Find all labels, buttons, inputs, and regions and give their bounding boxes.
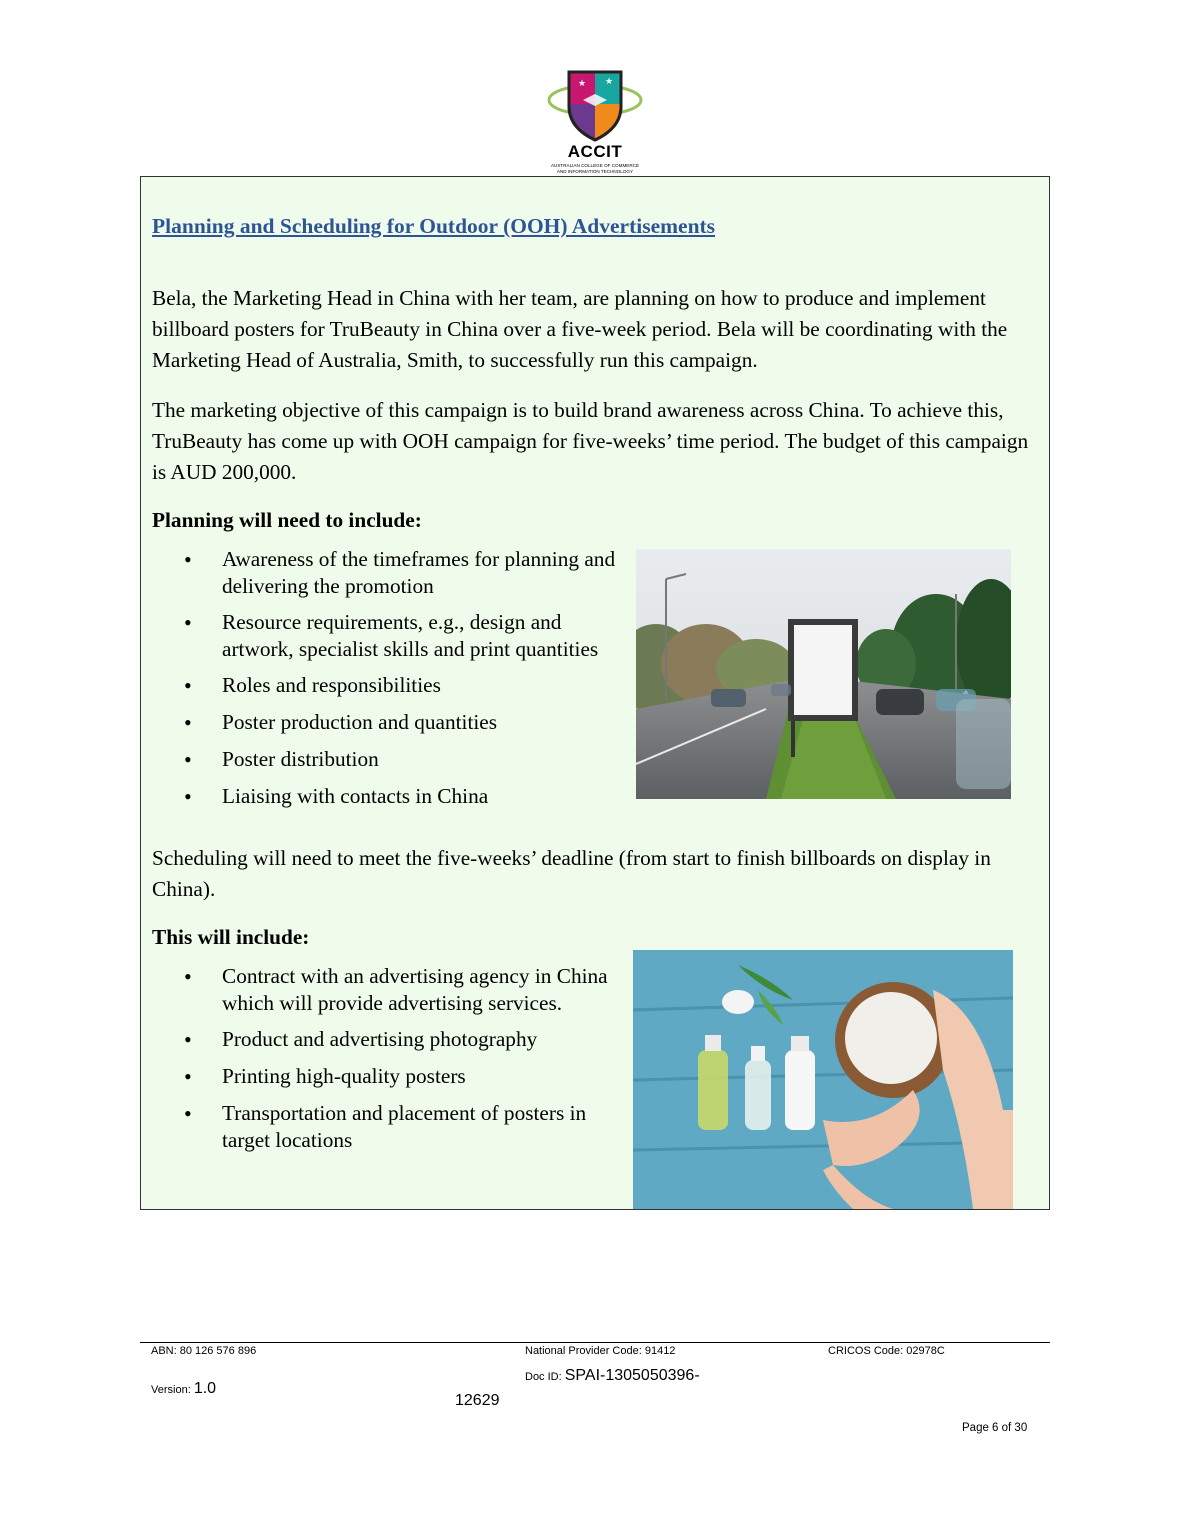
list-item: • Resource requirements, e.g., design and artwork, specialist skills and print quantities (152, 609, 632, 663)
cosmetics-bowl-photo (633, 950, 1013, 1209)
list-item: • Product and advertising photography (152, 1026, 622, 1053)
svg-text:★: ★ (605, 77, 614, 87)
include-heading: This will include: (152, 925, 310, 949)
svg-text:★: ★ (578, 79, 587, 89)
objective-paragraph: The marketing objective of this campaign is to build brand awareness across China. To achieve this, TruBeauty has come up with OOH campaign for five-weeks’ time period. The budget of this campaign is AUD 200,000. (152, 398, 1029, 484)
footer-docid-label: Doc ID: (525, 1371, 565, 1383)
intro-paragraph: Bela, the Marketing Head in China with her team, are planning on how to produce and implement billboard posters for TruBeauty in China over a five-week period. Bela will be coordinating with the Marketing Head of Australia, Smith, to successfully run this campaign. (152, 286, 1008, 372)
billboard-photo-image (636, 549, 1011, 799)
planning-list (152, 546, 632, 810)
accit-shield-icon (545, 66, 645, 144)
logo-subtitle-line2: AND INFORMATION TECHNOLOGY (556, 168, 634, 174)
footer-version-label: Version: (151, 1384, 194, 1396)
footer-page-number: Page 6 of 30 (962, 1422, 1028, 1434)
footer-docid-value: SPAI-1305050396- (564, 1367, 700, 1384)
footer-docid-cont-value: 12629 (455, 1392, 500, 1409)
content-box (140, 176, 1050, 1210)
footer-divider (140, 1342, 1050, 1343)
footer-version-value: 1.0 (193, 1380, 217, 1397)
scheduling-paragraph: Scheduling will need to meet the five-weeks’ deadline (from start to finish billboards on display in China). (152, 846, 991, 901)
logo-subtitle (545, 163, 645, 174)
planning-heading: Planning will need to include: (152, 508, 422, 532)
footer-docid-cont (455, 1392, 500, 1410)
list-item: • Transportation and placement of posters in target locations (152, 1100, 622, 1154)
list-item: • Poster production and quantities (152, 709, 632, 736)
list-item: • Poster distribution (152, 746, 632, 773)
include-list (152, 963, 622, 1154)
accit-logo (545, 66, 645, 178)
list-item: • Awareness of the timeframes for planning and delivering the promotion (152, 546, 632, 600)
list-item: • Liaising with contacts in China (152, 783, 632, 810)
list-item: • Roles and responsibilities (152, 672, 632, 699)
footer-version (151, 1380, 216, 1398)
list-item: • Contract with an advertising agency in China which will provide advertising services. (152, 963, 622, 1017)
section-title: Planning and Scheduling for Outdoor (OOH) Advertisements (152, 214, 716, 238)
billboard-street-photo (636, 549, 1011, 799)
footer-docid (525, 1367, 700, 1385)
logo-name: ACCIT (567, 142, 623, 161)
footer-cricos: CRICOS Code: 02978C (828, 1345, 945, 1357)
list-item: • Printing high-quality posters (152, 1063, 622, 1090)
logo-subtitle-line1: AUSTRALIAN COLLEGE OF COMMERCE (550, 163, 640, 168)
footer-npc: National Provider Code: 91412 (525, 1345, 676, 1357)
cosmetics-photo-image (633, 950, 1013, 1209)
footer-abn: ABN: 80 126 576 896 (151, 1345, 257, 1357)
